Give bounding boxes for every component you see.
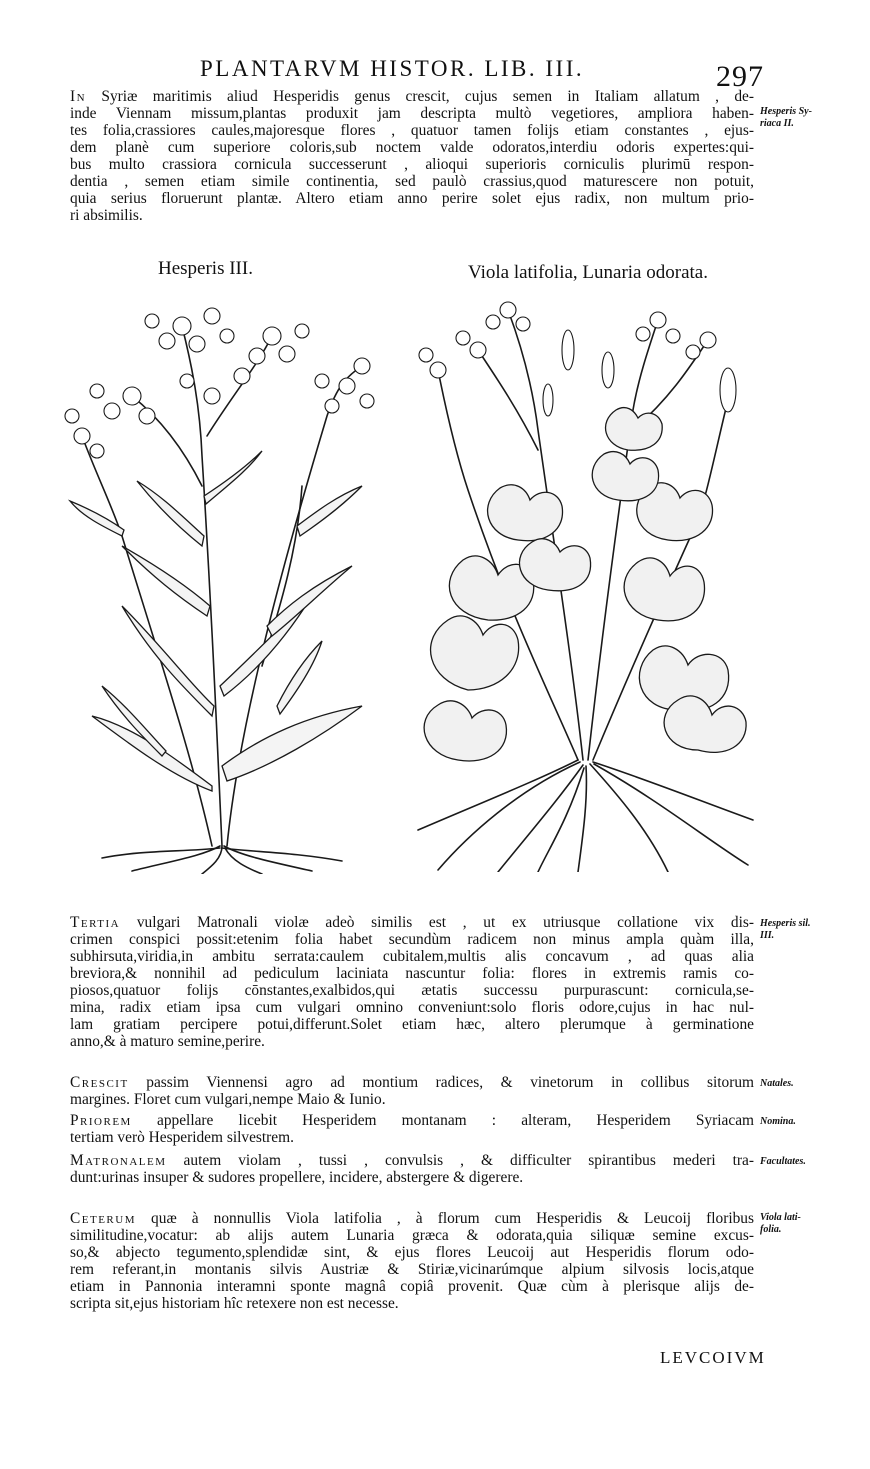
text-line: Tertia vulgari Matronali violæ adeò similis est , ut ex utriusque collatione vix dis- [70, 914, 754, 931]
text-line: dunt:urinas insuper & sudores propellere, incidere, abstergere & digerere. [70, 1169, 524, 1186]
paragraph-facultates [70, 1152, 754, 1186]
text-line: dem planè cum superiore coloris,sub noctem valde odoratos,interdiu odoris expertes:qui- [70, 139, 754, 156]
text-line: lam gratiam percipere potui,differunt.Solet etiam hæc, altero plerumque à germinatione [70, 1016, 754, 1033]
text-line: etiam in Pannonia interamni sponte magnâ copiâ provenit. Quæ cùm à plerisque alijs de- [70, 1278, 754, 1295]
text-line: crimen conspici possit:etenim folia habet secundùm radicem non minus ampla quàm illa, [70, 931, 754, 948]
opening-word: Tertia [70, 914, 121, 931]
catchword: LEVCOIVM [660, 1348, 766, 1367]
marginal-note: Viola lati- folia. [760, 1212, 801, 1235]
text-line: Priorem appellare licebit Hesperidem montanam : alteram, Hesperidem Syriacam [70, 1112, 754, 1129]
figure-caption-left: Hesperis III. [158, 258, 253, 279]
text-line: inde Viennam missum,plantas produxit jam descripta multò vegetiores, ampliora haben- [70, 105, 754, 122]
paragraph-viola-latifolia [70, 1210, 754, 1312]
page-number: 297 [716, 60, 764, 93]
marginal-note: Nomina. [760, 1116, 796, 1127]
woodcut-hesperis-illustration [62, 286, 382, 874]
paragraph-hesperis-silvestris [70, 914, 754, 1050]
text-line: scripta sit,ejus historiam hîc retexere non est necesse. [70, 1295, 399, 1312]
text-line: bus multo crassiora cornicula successerunt , alioqui superioris corniculis plurimū respon- [70, 156, 754, 173]
woodcut-viola-latifolia-illustration [408, 290, 758, 872]
text-line: piosos,quatuor folijs cōnstantes,exalbidos,qui ætatis successu purpurascunt: cornicula,se- [70, 982, 754, 999]
marginal-note: Hesperis sil. III. [760, 918, 811, 941]
opening-word: Crescit [70, 1074, 129, 1091]
text-line: Matronalem autem violam , tussi , convulsis , & difficulter spirantibus mederi tra- [70, 1152, 754, 1169]
opening-word: Matronalem [70, 1152, 167, 1169]
text-line: ri absimilis. [70, 207, 143, 224]
text-line: tes folia,crassiores caules,majoresque flores , quatuor tamen folijs etiam constantes , ejus- [70, 122, 754, 139]
text-line: margines. Floret cum vulgari,nempe Maio & Iunio. [70, 1091, 386, 1108]
text-line: Ceterum quæ à nonnullis Viola latifolia , à florum cum Hesperidis & Leucoij floribus [70, 1210, 754, 1227]
running-head: PLANTARVM HISTOR. LIB. III. [200, 56, 585, 81]
text-line: so,& abjecto tegumento,splendidæ sint, & ejus flores Leucoij aut Hesperidis florum odo- [70, 1244, 754, 1261]
paragraph-natales [70, 1074, 754, 1108]
paragraph-nomina [70, 1112, 754, 1146]
marginal-note: Facultates. [760, 1156, 806, 1167]
opening-word: Ceterum [70, 1210, 136, 1227]
text-line: anno,& à maturo semine,perire. [70, 1033, 265, 1050]
text-line: In Syriæ maritimis aliud Hesperidis genus crescit, cujus semen in Italiam allatum , de- [70, 88, 754, 105]
figure-caption-right: Viola latifolia, Lunaria odorata. [468, 262, 708, 283]
text-line: quia serius floruerunt plantæ. Altero etiam anno perire solet ejus radix, non multum prio- [70, 190, 754, 207]
paragraph-hesperis-syriaca [70, 88, 754, 224]
text-line: breviora,& nonnihil ad pediculum laciniata nascuntur folia: flores in extremis ramis co- [70, 965, 754, 982]
marginal-note: Hesperis Sy- riaca II. [760, 106, 812, 129]
text-line: similitudine,vocatur: ab alijs autem Lunaria græca & odorata,quia siliquæ semine excus- [70, 1227, 754, 1244]
text-line: subhirsuta,viridia,in ambitu serrata:caulem cubitalem,multis alis concavum , ad quas alia [70, 948, 754, 965]
text-line: mina, radix etiam ipsa cum vulgari omnino conveniunt:solo floris odore,cujus in hac nul- [70, 999, 754, 1016]
marginal-note: Natales. [760, 1078, 794, 1089]
text-line: tertiam verò Hesperidem silvestrem. [70, 1129, 294, 1146]
text-line: Crescit passim Viennensi agro ad montium radices, & vinetorum in collibus sitorum [70, 1074, 754, 1091]
opening-word: Priorem [70, 1112, 132, 1129]
opening-word: In [70, 88, 87, 105]
text-line: dentia , semen etiam simile continentia, sed paulò crassius,quod maturescere non potuit, [70, 173, 754, 190]
text-line: rem referant,in montanis silvis Austriæ & Stiriæ,vicinarúmque alpium silvosis locis,atque [70, 1261, 754, 1278]
